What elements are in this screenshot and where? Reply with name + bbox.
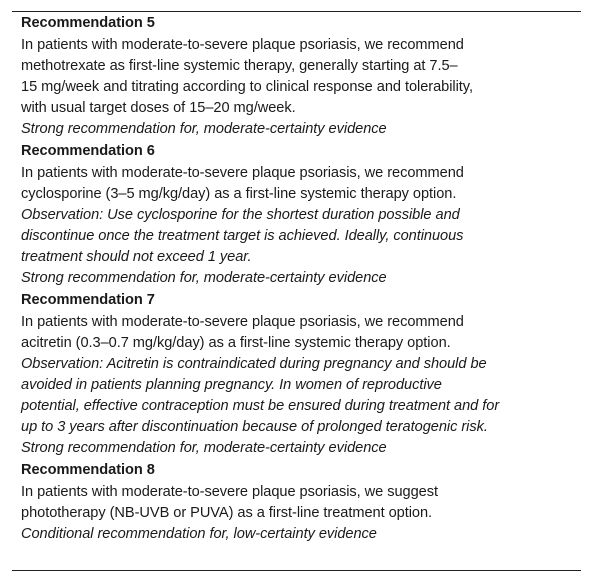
observation-text-line: treatment should not exceed 1 year. xyxy=(21,248,252,265)
recommendation-block xyxy=(21,289,575,459)
recommendation-heading: Recommendation 7 xyxy=(21,291,155,308)
strength-of-recommendation: Strong recommendation for, moderate-certainty evidence xyxy=(21,121,387,137)
recommendation-text-line: cyclosporine (3–5 mg/kg/day) as a first-line systemic therapy option. xyxy=(21,186,457,203)
observation-text-line: up to 3 years after discontinuation because of prolonged teratogenic risk. xyxy=(21,418,488,435)
recommendation-text-line: methotrexate as first-line systemic therapy, generally starting at 7.5– xyxy=(21,58,458,75)
recommendation-block xyxy=(21,459,575,545)
recommendation-heading: Recommendation 5 xyxy=(21,15,155,31)
recommendations-table xyxy=(12,11,581,571)
strength-of-recommendation: Conditional recommendation for, low-certainty evidence xyxy=(21,525,377,542)
recommendation-text-line: phototherapy (NB-UVB or PUVA) as a first-line treatment option. xyxy=(21,504,433,521)
recommendation-text-line: In patients with moderate-to-severe plaque psoriasis, we suggest xyxy=(21,483,438,500)
observation-text-line: Observation: Use cyclosporine for the shortest duration possible and xyxy=(21,207,460,224)
recommendation-text-line: In patients with moderate-to-severe plaque psoriasis, we recommend xyxy=(21,314,464,331)
observation-text-line: potential, effective contraception must be ensured during treatment and for xyxy=(21,397,500,414)
recommendations-content xyxy=(21,12,575,545)
recommendation-text-line: In patients with moderate-to-severe plaque psoriasis, we recommend xyxy=(21,165,464,182)
recommendation-heading: Recommendation 8 xyxy=(21,461,155,478)
observation-text-line: avoided in patients planning pregnancy. In women of reproductive xyxy=(21,376,442,393)
strength-of-recommendation: Strong recommendation for, moderate-certainty evidence xyxy=(21,269,387,286)
strength-of-recommendation: Strong recommendation for, moderate-certainty evidence xyxy=(21,439,387,456)
recommendation-text-line: with usual target doses of 15–20 mg/week. xyxy=(21,100,296,117)
recommendation-block xyxy=(21,140,575,289)
observation-text-line: Observation: Acitretin is contraindicated during pregnancy and should be xyxy=(21,355,487,372)
recommendation-text-line: 15 mg/week and titrating according to clinical response and tolerability, xyxy=(21,79,473,96)
recommendation-text-line: In patients with moderate-to-severe plaque psoriasis, we recommend xyxy=(21,37,464,54)
recommendation-heading: Recommendation 6 xyxy=(21,142,155,159)
recommendation-block xyxy=(21,12,575,140)
recommendation-text-line: acitretin (0.3–0.7 mg/kg/day) as a first-line systemic therapy option. xyxy=(21,335,451,351)
observation-text-line: discontinue once the treatment target is achieved. Ideally, continuous xyxy=(21,228,464,244)
